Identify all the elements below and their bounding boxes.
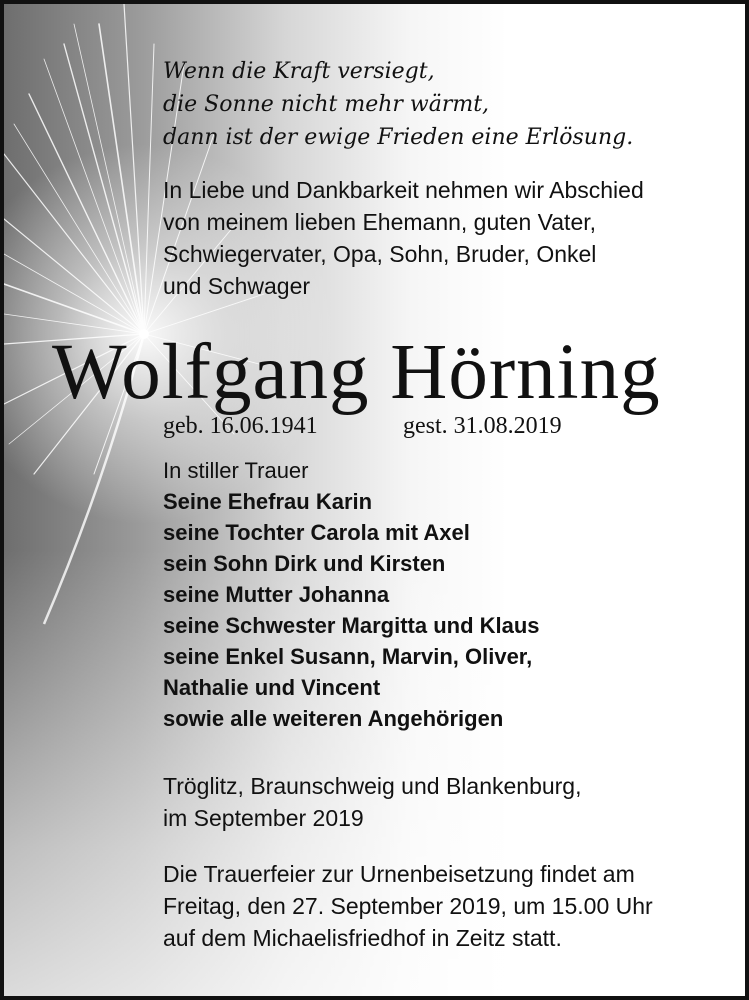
mourner-line: sowie alle weiteren Angehörigen <box>163 706 504 731</box>
funeral-service-info <box>163 858 653 954</box>
mourner-line: Nathalie und Vincent <box>163 675 381 700</box>
mourner-line: seine Mutter Johanna <box>163 582 390 607</box>
poem-line: Wenn die Kraft versiegt, <box>163 59 435 84</box>
mourner-line: sein Sohn Dirk und Kirsten <box>163 551 446 576</box>
death-date: gest. 31.08.2019 <box>403 413 562 439</box>
date-line: im September 2019 <box>163 805 364 831</box>
deceased-name: Wolfgang Hörning <box>52 329 661 416</box>
poem-line: die Sonne nicht mehr wärmt, <box>163 92 490 117</box>
mourners-list <box>163 486 540 734</box>
mourner-line: seine Tochter Carola mit Axel <box>163 520 470 545</box>
mourner-line: Seine Ehefrau Karin <box>163 489 373 514</box>
intro-line: und Schwager <box>163 273 311 299</box>
service-line: Die Trauerfeier zur Urnenbeisetzung findet am <box>163 861 635 887</box>
mourning-intro: In stiller Trauer <box>163 458 309 483</box>
place-and-date <box>163 770 582 834</box>
intro-line: In Liebe und Dankbarkeit nehmen wir Abschied <box>163 177 644 203</box>
intro-line: von meinem lieben Ehemann, guten Vater, <box>163 209 597 235</box>
birth-date: geb. 16.06.1941 <box>163 413 318 439</box>
service-line: auf dem Michaelisfriedhof in Zeitz statt. <box>163 925 562 951</box>
mourner-line: seine Schwester Margitta und Klaus <box>163 613 540 638</box>
place-line: Tröglitz, Braunschweig und Blankenburg, <box>163 773 582 799</box>
life-dates <box>163 410 562 442</box>
service-line: Freitag, den 27. September 2019, um 15.00 Uhr <box>163 893 653 919</box>
farewell-intro <box>163 174 644 302</box>
mourner-line: seine Enkel Susann, Marvin, Oliver, <box>163 644 533 669</box>
poem-line: dann ist der ewige Frieden eine Erlösung. <box>163 125 634 150</box>
poem-verse <box>163 55 633 154</box>
intro-line: Schwiegervater, Opa, Sohn, Bruder, Onkel <box>163 241 597 267</box>
